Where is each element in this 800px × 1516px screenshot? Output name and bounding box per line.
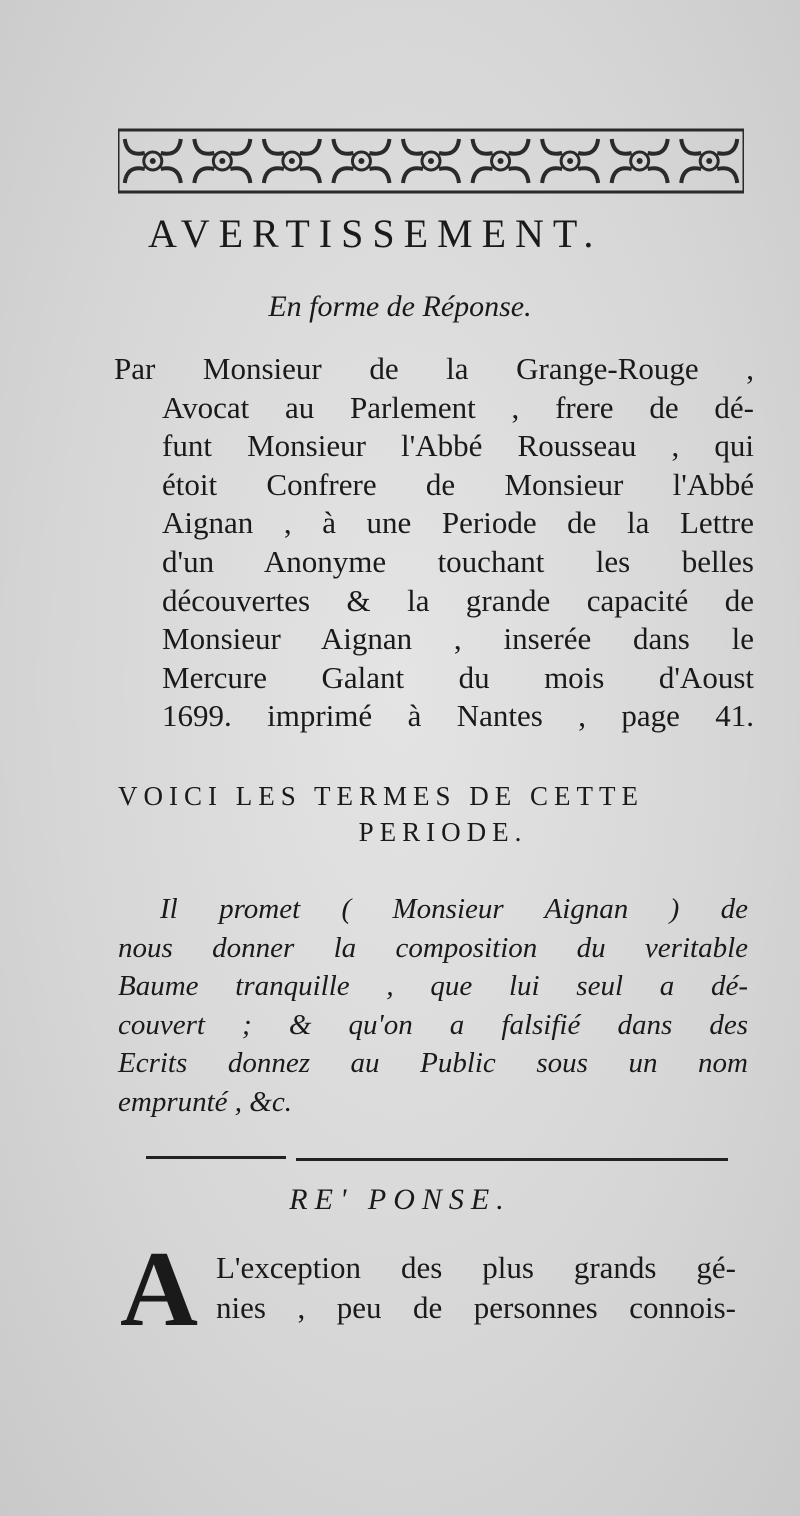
intro-paragraph [114,350,754,736]
ornament-motif [612,139,668,183]
quote-line: nous donner la composition du veritable [118,931,748,964]
text-line: Aignan , à une Periode de la Lettre [162,505,754,541]
body-paragraph [216,1248,736,1328]
quote-line: Ecrits donnez au Public sous un nom [118,1047,748,1079]
text-line: d'un Anonyme touchant les belles [162,543,754,579]
ornament-motif [542,139,598,183]
quoted-passage [118,890,748,1121]
quote-line: Baume tranquille , que lui seul a dé- [118,970,748,1002]
text-line: Monsieur Aignan , inserée dans le [162,621,754,657]
ornamental-headpiece [118,128,744,194]
reponse-heading: RE' PONSE. [289,1183,511,1216]
text-line: découvertes & la grande capacité de [162,582,754,618]
page-subtitle: En forme de Réponse. [268,290,532,323]
text-line: Avocat au Parlement , frere de dé- [162,389,754,425]
section-heading-line: PERIODE. [358,817,528,847]
ornament-motif [125,139,181,183]
ornament-motif [403,139,459,183]
ornament-motif [264,139,320,183]
text-line: étoit Confrere de Monsieur l'Abbé [162,466,754,502]
drop-cap: A [120,1230,198,1349]
divider-rule [296,1158,728,1161]
text-line: Par Monsieur de la Grange-Rouge , [114,351,754,386]
page-title: AVERTISSEMENT. [148,211,603,256]
ornament-motif [194,139,250,183]
text-line: Mercure Galant du mois d'Aoust [162,659,754,695]
text-line: nies , peu de personnes connois- [216,1290,736,1325]
section-heading [118,778,748,850]
ornament-motif [681,139,737,183]
ornament-motif [473,139,529,183]
quote-line: couvert ; & qu'on a falsifié dans des [118,1008,748,1041]
ornament-motif [333,139,389,183]
divider-rule [146,1156,286,1159]
text-line: funt Monsieur l'Abbé Rousseau , qui [162,428,754,464]
quote-line: emprunté , &c. [118,1085,292,1118]
text-line: 1699. imprimé à Nantes , page 41. [162,698,754,734]
text-line: L'exception des plus grands gé- [216,1250,736,1285]
quote-line: Il promet ( Monsieur Aignan ) de [160,893,748,925]
section-heading-line: VOICI LES TERMES DE CETTE [118,781,644,811]
